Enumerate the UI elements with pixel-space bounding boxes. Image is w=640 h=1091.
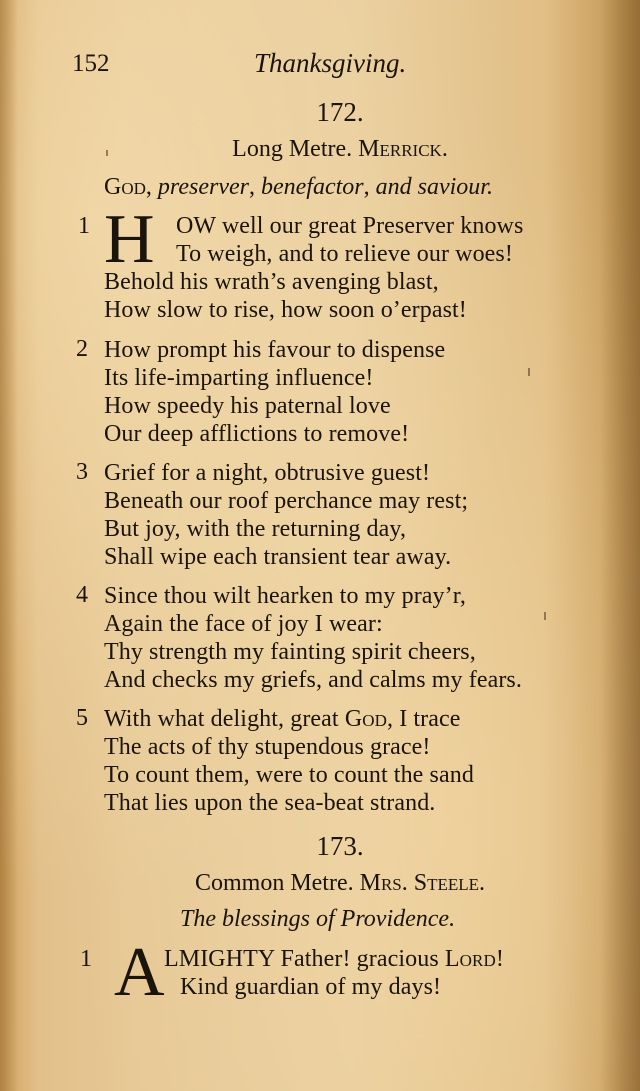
divine-name: God (344, 706, 387, 732)
stanza-number: 4 (76, 582, 88, 608)
drop-cap: A (114, 934, 165, 1011)
verse-text: LMIGHTY Father! gracious (164, 946, 445, 972)
hymn-author: Merrick. (358, 136, 448, 162)
metre-label: Long Metre. (232, 136, 353, 162)
verse-text: With what delight, great (104, 706, 345, 732)
verse-line: To weigh, and to relieve our woes! (176, 241, 513, 267)
subject-italic-b: benefactor (260, 174, 364, 200)
ink-speck (106, 150, 108, 156)
ink-speck (544, 612, 546, 620)
verse-line: Its life-imparting influence! (104, 365, 374, 391)
divine-name: Lord (444, 946, 496, 972)
running-title: Thanksgiving. (254, 48, 407, 78)
hymn-author: Mrs. Steele. (359, 870, 486, 896)
page-number: 152 (72, 50, 110, 77)
verse-line: But joy, with the returning day, (104, 516, 407, 542)
drop-cap: H (104, 201, 155, 278)
metre-label: Common Metre. (194, 870, 354, 896)
stanza-number: 2 (76, 336, 88, 362)
stanza-number: 1 (80, 946, 92, 972)
subject-italic-c: and saviour. (375, 174, 493, 200)
ink-speck (528, 368, 530, 376)
page-edge-shadow-left (0, 0, 18, 1091)
verse-line: Beneath our roof perchance may rest; (104, 488, 469, 514)
verse-line: That lies upon the sea-beat strand. (104, 790, 436, 816)
verse-line: Grief for a night, obtrusive guest! (104, 460, 431, 486)
verse-line: Shall wipe each transient tear away. (104, 544, 452, 570)
verse-line: How prompt his favour to dispense (104, 337, 446, 363)
verse-line: Our deep afflictions to remove! (104, 421, 410, 447)
verse-line: OW well our great Preserver knows (176, 213, 524, 239)
verse-line: Behold his wrath’s avenging blast, (104, 269, 439, 295)
subject-italic-a: preserver (157, 174, 249, 200)
verse-text: ! (495, 946, 504, 972)
hymn-metre-line (0, 870, 640, 897)
hymn-metre-line (0, 136, 640, 163)
hymn-number: 172. (316, 97, 364, 127)
verse-line (164, 945, 504, 973)
hymn-subject: God, preserver, benefactor, and saviour. (104, 174, 493, 200)
verse-line: Again the face of joy I wear: (104, 611, 383, 637)
verse-line: How slow to rise, how soon o’erpast! (104, 297, 467, 323)
verse-line: Since thou wilt hearken to my pray’r, (104, 583, 466, 609)
hymn-number: 173. (316, 831, 364, 861)
stanza-number: 1 (78, 213, 90, 239)
page-edge-shadow-right (600, 0, 640, 1091)
subject-lead: God (104, 174, 146, 200)
stanza-number: 3 (76, 459, 88, 485)
verse-line: Kind guardian of my days! (180, 974, 442, 1000)
stanza-number: 5 (76, 705, 88, 731)
hymn-subject: The blessings of Providence. (180, 906, 456, 932)
verse-line: How speedy his paternal love (104, 393, 391, 419)
verse-text: , I trace (387, 706, 461, 732)
verse-line (104, 705, 461, 733)
verse-line: To count them, were to count the sand (104, 762, 474, 788)
verse-line: And checks my griefs, and calms my fears. (104, 667, 522, 693)
verse-line: The acts of thy stupendous grace! (104, 734, 431, 760)
verse-line: Thy strength my fainting spirit cheers, (104, 639, 476, 665)
